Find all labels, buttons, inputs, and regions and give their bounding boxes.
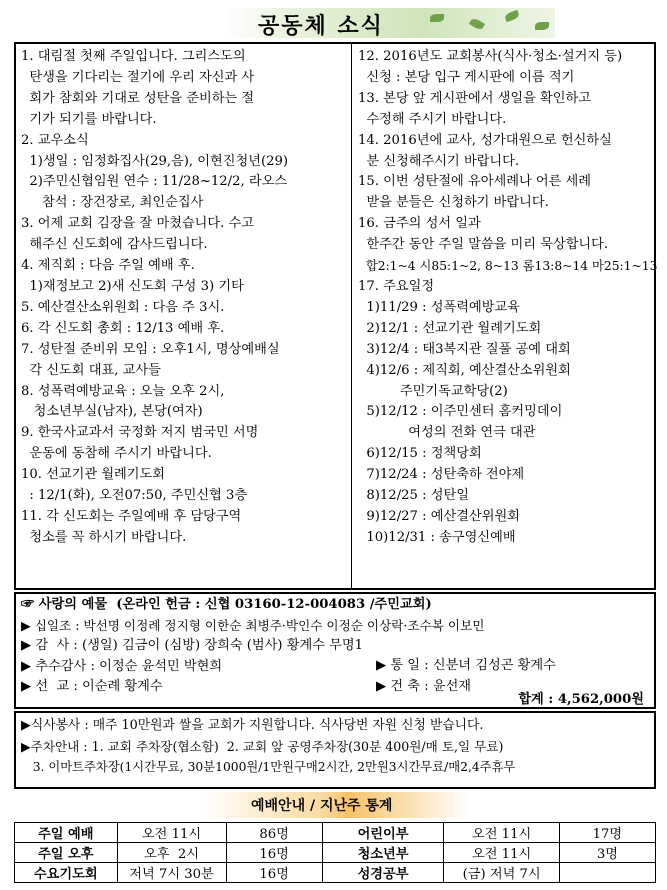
right-column (358, 47, 658, 549)
news-line: 신청 : 본당 입구 게시판에 이름 적기 (358, 69, 575, 85)
news-line: 운동에 동참해 주시기 바랍니다. (21, 446, 212, 462)
news-line: 3. 어제 교회 김장을 잘 마쳤습니다. 수고 (21, 216, 255, 232)
news-line: 8. 성폭력예방교육 : 오늘 오후 2시, (21, 383, 225, 399)
table-cell: 16명 (226, 863, 322, 883)
table-cell: 오전 11시 (117, 823, 226, 843)
news-line: 1. 대림절 첫째 주일입니다. 그리스도의 (21, 49, 246, 64)
table-cell: 오후 2시 (117, 843, 226, 863)
table-cell: 17명 (559, 823, 655, 843)
page-title: 공동체 소식 (258, 13, 384, 39)
table-cell: 성경공부 (322, 863, 444, 883)
offering-total: 합계 : 4,562,000원 (518, 692, 644, 707)
worship-table (14, 822, 656, 883)
offering-tithe: ▶ 십일조 : 박선명 이정례 정지형 이한순 최병주·박인수 이정순 이상락·조수복 이보민 (21, 617, 485, 633)
news-line: 5. 예산결산소위원회 : 다음 주 3시. (21, 299, 225, 315)
table-cell: 오전 11시 (444, 843, 559, 863)
news-line: 참석 : 장건장로, 최인순집사 (21, 195, 204, 211)
news-line: 4. 제직회 : 다음 주일 예배 후. (21, 258, 195, 274)
news-line: 10. 선교기관 월례기도회 (21, 467, 166, 483)
news-line: 6)12/15 : 정책당회 (358, 446, 482, 462)
offering-building: ▶ 건 축 : 윤선재 (376, 679, 472, 694)
news-line: 청소년부실(남자), 본당(여자) (21, 404, 203, 420)
news-line: 8)12/25 : 성탄일 (358, 488, 469, 504)
offering-harvest: ▶ 추수감사 : 이정순 윤석민 박현희 (21, 658, 223, 674)
table-cell: 86명 (226, 823, 322, 843)
news-line: 1)11/29 : 성폭력예방교육 (358, 299, 520, 315)
table-row (15, 863, 656, 883)
news-line: 여성의 전화 연극 대관 (358, 425, 536, 441)
table-cell: 저녁 7시 30분 (117, 863, 226, 883)
news-line: 12. 2016년도 교회봉사(식사·청소·설거지 등) (358, 49, 623, 64)
news-line: : 12/1(화), 오전07:50, 주민신협 3층 (21, 488, 248, 504)
news-line: 4)12/6 : 제직회, 예산결산소위원회 (358, 362, 571, 378)
news-line: 주민기독교학당(2) (358, 383, 508, 399)
news-line: 3)12/4 : 태3복지관 질풀 공예 대회 (358, 341, 571, 357)
offering-heading: ☞ 사랑의 예물 (온라인 헌금 : 신협 03160-12-004083 /주민교회) (21, 597, 432, 612)
news-line: 한주간 동안 주일 말씀을 미리 묵상합니다. (358, 237, 609, 253)
news-line: 5)12/12 : 이주민센터 홈커밍데이 (358, 404, 563, 420)
table-cell: 16명 (226, 843, 322, 863)
news-line: 각 신도회 대표, 교사들 (21, 362, 161, 378)
table-row (15, 843, 656, 863)
offering-unification: ▶ 통 일 : 신분녀 김성곤 황계수 (376, 658, 556, 673)
news-line: 2)주민신협임원 연수 : 11/28~12/2, 라오스 (21, 174, 288, 190)
news-line: 받을 분들은 신청하기 바랍니다. (358, 195, 549, 211)
news-line: 14. 2016년에 교사, 성가대원으로 헌신하실 (358, 132, 612, 148)
table-cell (559, 863, 655, 883)
news-box (14, 42, 656, 590)
table-cell: 3명 (559, 843, 655, 863)
leaf-icon (430, 14, 444, 22)
news-line: 2)12/1 : 선교기관 월례기도회 (358, 320, 542, 336)
table-cell: 오전 11시 (444, 823, 559, 843)
news-line: 16. 금주의 성서 일과 (358, 216, 481, 232)
table-cell: 어린이부 (322, 823, 444, 843)
news-line: 9)12/27 : 예산결산위원회 (358, 508, 520, 524)
table-row (15, 823, 656, 843)
news-line: 7)12/24 : 성탄축하 전야제 (358, 467, 525, 483)
table-cell: 청소년부 (322, 843, 444, 863)
notice-box (14, 711, 656, 789)
offering-box (14, 592, 656, 709)
leaf-icon (535, 22, 549, 30)
news-line: 15. 이번 성탄절에 유아세례나 어른 세례 (358, 174, 592, 190)
news-line: 1)재정보고 2)새 신도회 구성 3) 기타 (21, 278, 244, 294)
news-line: 합2:1~4 시85:1~2, 8~13 롬13:8~14 마25:1~13 (358, 259, 658, 274)
table-cell: 주일 예배 (15, 823, 118, 843)
news-line: 분 신청해주시기 바랍니다. (358, 153, 520, 169)
parking-notice-detail: 3. 이마트주차장(1시간무료, 30분1000원/1만원구매2시간, 2만원3시간무료/매2,4주휴무 (21, 760, 516, 774)
offering-thanks: ▶ 감 사 : (생일) 김금이 (심방) 장희숙 (범사) 황계수 무명1 (21, 638, 363, 653)
left-column (21, 47, 343, 549)
news-line: 1)생일 : 임정화집사(29,음), 이현진청년(29) (21, 153, 289, 169)
table-cell: 주일 오후 (15, 843, 118, 863)
news-line: 13. 본당 앞 게시판에서 생일을 확인하고 (358, 90, 592, 106)
worship-title: 예배안내 / 지난주 통계 (251, 798, 393, 814)
news-line: 해주신 신도회에 감사드립니다. (21, 237, 208, 253)
meal-notice: ▶식사봉사 : 매주 10만원과 쌀을 교회가 지원합니다. 식사당번 자원 신청 받습니다. (21, 718, 484, 733)
news-line: 6. 각 신도회 총회 : 12/13 예배 후. (21, 320, 225, 336)
column-divider (351, 44, 352, 588)
news-line: 7. 성탄절 준비위 모임 : 오후1시, 명상예배실 (21, 341, 280, 357)
parking-notice: ▶주차안내 : 1. 교회 주차장(협소함) 2. 교회 앞 공영주차장(30분 400원/매 토,일 무료) (21, 738, 504, 754)
news-line: 청소를 꼭 하시기 바랍니다. (21, 529, 187, 545)
news-line: 9. 한국사교과서 국정화 저지 범국민 서명 (21, 425, 259, 441)
news-line: 회가 참회와 기대로 성탄을 준비하는 절 (21, 90, 255, 106)
offering-mission: ▶ 선 교 : 이순례 황계수 (21, 679, 163, 694)
news-line: 2. 교우소식 (21, 132, 89, 148)
table-cell: 수요기도회 (15, 863, 118, 883)
news-line: 17. 주요일정 (358, 278, 435, 294)
table-cell: (금) 저녁 7시 (444, 863, 559, 883)
news-line: 수정해 주시기 바랍니다. (358, 111, 507, 127)
news-line: 10)12/31 : 송구영신예배 (358, 529, 516, 545)
news-line: 11. 각 신도회는 주일예배 후 담당구역 (21, 508, 242, 524)
news-line: 탄생을 기다리는 절기에 우리 자신과 사 (21, 69, 255, 85)
news-line: 기가 되기를 바랍니다. (21, 111, 157, 127)
